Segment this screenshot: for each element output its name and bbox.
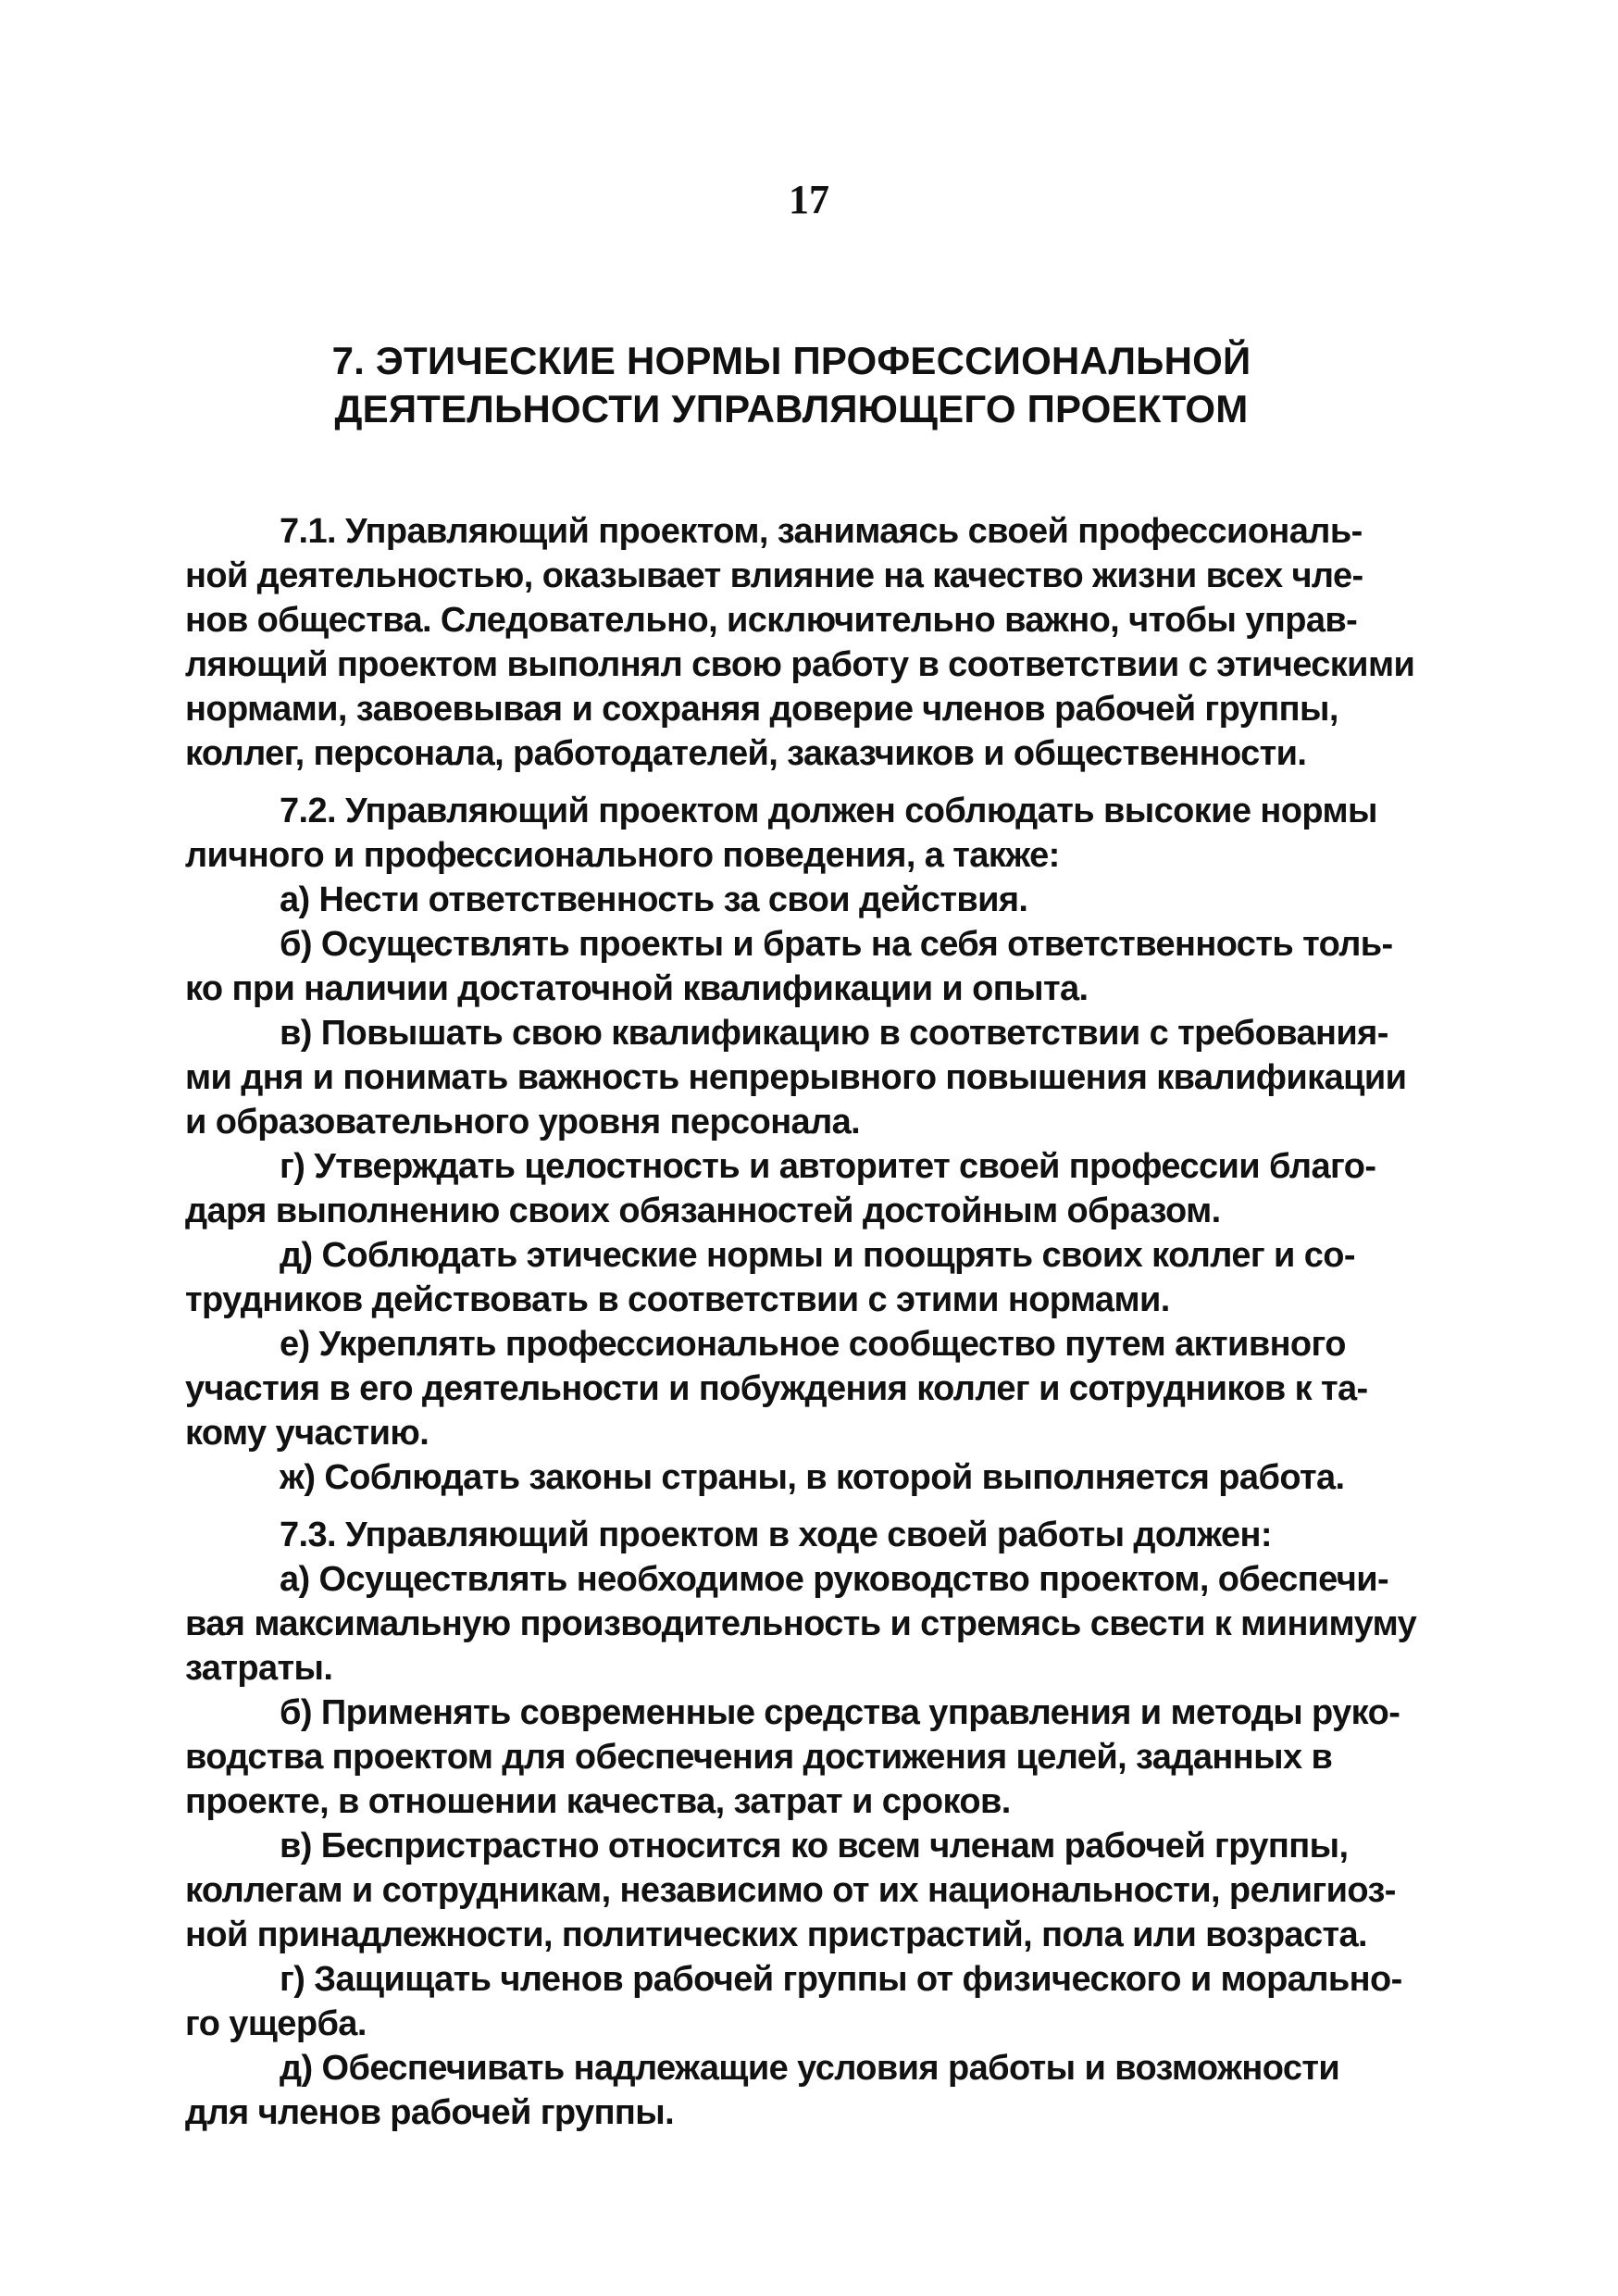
text-line: г) Защищать членов рабочей группы от физического и морально-	[280, 1960, 1402, 1999]
list-item-7-3-g	[185, 1957, 1402, 2046]
text-line: ляющий проектом выполнял свою работу в соответствии с этическими	[185, 645, 1415, 684]
text-line: ной деятельностью, оказывает влияние на качество жизни всех чле-	[185, 556, 1363, 595]
text-line: а) Нести ответственность за свои действия.	[280, 880, 1028, 919]
list-item-7-3-d	[185, 2046, 1398, 2135]
text-line: и образовательного уровня персонала.	[185, 1103, 861, 1142]
text-line: вая максимальную производительность и стремясь свести к минимуму	[185, 1604, 1417, 1643]
text-line: б) Осуществлять проекты и брать на себя ответственность толь-	[280, 925, 1393, 964]
text-line: ко при наличии достаточной квалификации и опыта.	[185, 969, 1089, 1008]
text-line: для членов рабочей группы.	[185, 2093, 675, 2132]
text-line: ми дня и понимать важность непрерывного повышения квалификации	[185, 1058, 1407, 1097]
list-item-7-3-b	[185, 1691, 1398, 1824]
text-line: 7.1. Управляющий проектом, занимаясь своей профессиональ-	[280, 512, 1363, 551]
text-line: водства проектом для обеспечения достижения целей, заданных в	[185, 1738, 1333, 1777]
list-item-7-2-v	[185, 1011, 1407, 1144]
text-line: даря выполнению своих обязанностей достойным образом.	[185, 1192, 1221, 1230]
text-line: а) Осуществлять необходимое руководство проектом, обеспечи-	[280, 1560, 1389, 1599]
text-line: личного и профессионального поведения, а также:	[185, 836, 1060, 875]
paragraph-7-3	[185, 1513, 1398, 1557]
text-line: б) Применять современные средства управления и методы руко-	[280, 1693, 1400, 1732]
text-line: 7.3. Управляющий проектом в ходе своей работы должен:	[280, 1516, 1272, 1554]
text-line: г) Утверждать целостность и авторитет своей профессии благо-	[280, 1147, 1376, 1186]
page-number: 17	[789, 177, 829, 222]
text-line: кому участию.	[185, 1414, 429, 1453]
text-line: коллег, персонала, работодателей, заказчиков и общественности.	[185, 734, 1307, 773]
section-heading	[185, 337, 1398, 433]
text-line: д) Соблюдать этические нормы и поощрять своих коллег и со-	[280, 1236, 1355, 1275]
heading-line: 7. ЭТИЧЕСКИЕ НОРМЫ ПРОФЕССИОНАЛЬНОЙ	[331, 339, 1251, 382]
text-line: участия в его деятельности и побуждения коллег и сотрудников к та-	[185, 1369, 1368, 1408]
text-line: нормами, завоевывая и сохраняя доверие членов рабочей группы,	[185, 690, 1338, 729]
text-line: трудников действовать в соответствии с этими нормами.	[185, 1280, 1170, 1319]
list-item-7-2-e	[185, 1322, 1398, 1455]
text-line: ж) Соблюдать законы страны, в которой выполняется работа.	[280, 1458, 1345, 1497]
heading-line: ДЕЯТЕЛЬНОСТИ УПРАВЛЯЮЩЕГО ПРОЕКТОМ	[334, 387, 1249, 430]
text-line: ной принадлежности, политических пристрастий, пола или возраста.	[185, 1915, 1367, 1954]
document-body	[185, 337, 1417, 2135]
list-item-7-3-a	[185, 1557, 1417, 1691]
list-item-7-2-g	[185, 1144, 1398, 1233]
paragraph-7-2	[185, 789, 1398, 878]
list-item-7-2-b	[185, 922, 1398, 1011]
text-line: затраты.	[185, 1649, 333, 1688]
text-line: д) Обеспечивать надлежащие условия работы и возможности	[280, 2049, 1340, 2088]
text-line: е) Укреплять профессиональное сообщество путем активного	[280, 1325, 1346, 1364]
text-line: в) Повышать свою квалификацию в соответствии с требования-	[280, 1014, 1388, 1053]
list-item-7-3-v	[185, 1824, 1398, 1957]
text-line: проекте, в отношении качества, затрат и сроков.	[185, 1782, 1011, 1821]
text-line: в) Беспристрастно относится ко всем членам рабочей группы,	[280, 1827, 1349, 1866]
list-item-7-2-d	[185, 1233, 1398, 1322]
text-line: 7.2. Управляющий проектом должен соблюдать высокие нормы	[280, 792, 1377, 830]
text-line: нов общества. Следовательно, исключительно важно, чтобы управ-	[185, 601, 1358, 640]
list-item-7-2-zh	[185, 1455, 1398, 1500]
text-line: го ущерба.	[185, 2004, 367, 2043]
text-line: коллегам и сотрудникам, независимо от их национальности, религиоз-	[185, 1871, 1396, 1910]
list-item-7-2-a	[185, 878, 1398, 922]
paragraph-7-1	[185, 509, 1415, 776]
